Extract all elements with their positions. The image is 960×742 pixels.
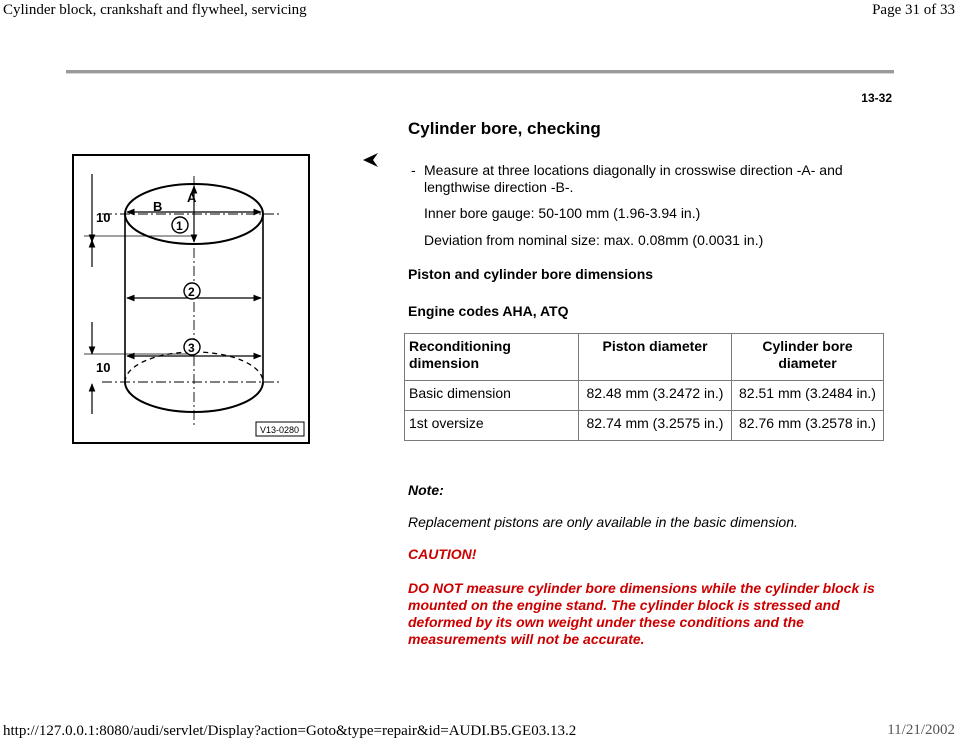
header-reconditioning: Reconditioning dimension [405, 334, 579, 381]
gauge-spec: Inner bore gauge: 50-100 mm (1.96-3.94 in.) [424, 205, 701, 221]
note-text: Replacement pistons are only available in the basic dimension. [408, 514, 798, 530]
table-cell: Basic dimension [405, 381, 579, 411]
table-cell: 82.48 mm (3.2472 in.) [579, 381, 732, 411]
caution-text: DO NOT measure cylinder bore dimensions while the cylinder block is mounted on the engine stand. The cylinder block is stressed and deformed by its own weight under these conditions and the measurements will not be accurate. [408, 580, 875, 647]
section-title: Cylinder bore, checking [408, 119, 601, 138]
table-cell: 1st oversize [405, 411, 579, 441]
deviation-spec: Deviation from nominal size: max. 0.08mm (0.0031 in.) [424, 232, 764, 248]
label-a: A [187, 190, 197, 205]
footer-url: http://127.0.0.1:8080/audi/servlet/Display?action=Goto&type=repair&id=AUDI.B5.GE03.13.2 [3, 723, 577, 739]
label-dimension-top: 10 [96, 210, 111, 225]
cylinder-bore-figure [72, 154, 310, 444]
list-bullet: - [411, 162, 416, 178]
arrow-pointer-icon [362, 152, 380, 173]
header-piston-diameter: Piston diameter [579, 334, 732, 381]
cylinder-bore-diagram [74, 156, 308, 442]
footer-date: 11/21/2002 [887, 722, 955, 738]
header-cylinder-bore: Cylinder bore diameter [732, 334, 884, 381]
measure-step: Measure at three locations diagonally in crosswise direction -A- and lengthwise direction -B-. [424, 162, 843, 195]
table-cell: 82.74 mm (3.2575 in.) [579, 411, 732, 441]
table-row [405, 411, 884, 441]
svg-text:3: 3 [188, 341, 195, 355]
table-row [405, 381, 884, 411]
page-number: 13-32 [861, 91, 892, 105]
horizontal-rule [66, 70, 894, 74]
figure-code: V13-0280 [260, 425, 300, 435]
caution-label: CAUTION! [408, 546, 477, 562]
note-label: Note: [408, 482, 444, 498]
label-b: B [153, 199, 163, 214]
table-cell: 82.76 mm (3.2578 in.) [732, 411, 884, 441]
table-cell: 82.51 mm (3.2484 in.) [732, 381, 884, 411]
dimensions-table [404, 333, 884, 441]
label-dimension-bottom: 10 [96, 360, 111, 375]
table-header-row [405, 334, 884, 381]
svg-text:2: 2 [188, 285, 195, 299]
engine-codes: Engine codes AHA, ATQ [408, 303, 569, 319]
svg-text:1: 1 [176, 219, 183, 233]
document-header-title: Cylinder block, crankshaft and flywheel, servicing [3, 2, 307, 18]
table-title: Piston and cylinder bore dimensions [408, 266, 654, 282]
page-indicator: Page 31 of 33 [872, 2, 955, 18]
